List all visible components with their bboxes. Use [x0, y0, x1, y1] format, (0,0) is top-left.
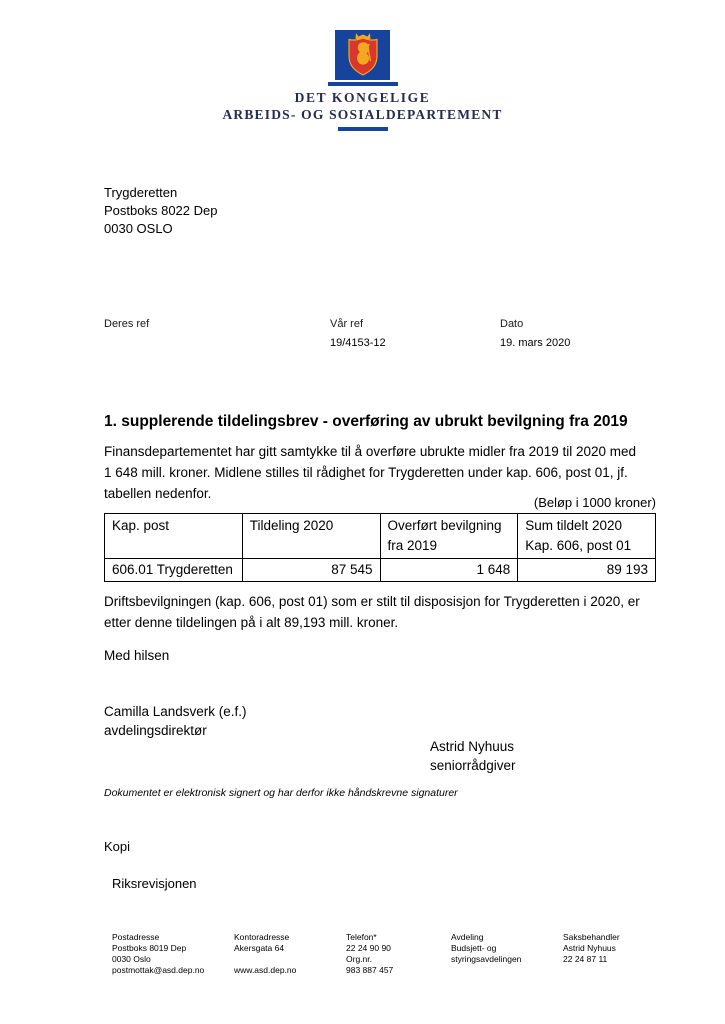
- col-header-kap-post: [105, 514, 243, 559]
- footer-line: Org.nr.: [346, 954, 372, 964]
- col-header-line: Kap. 606, post 01: [525, 538, 632, 553]
- footer-line: 0030 Oslo: [112, 954, 151, 964]
- footer-line: styringsavdelingen: [451, 954, 522, 964]
- logo-line2: ARBEIDS- OG SOSIALDEPARTEMENT: [222, 107, 503, 122]
- cell-sum: 89 193: [518, 559, 656, 582]
- amount-unit-note: (Beløp i 1000 kroner): [533, 495, 656, 510]
- deres-ref-label: Deres ref: [104, 318, 150, 330]
- signer-2: [430, 737, 516, 775]
- kopi-recipient: Riksrevisjonen: [112, 876, 197, 891]
- footer-col-postadresse: [112, 932, 204, 976]
- cell-kap-post: 606.01 Trygderetten: [105, 559, 243, 582]
- footer-line: [234, 954, 296, 965]
- paragraph-1-line1: Finansdepartementet har gitt samtykke til å overføre ubrukte midler fra 2019 til 2020 med: [104, 444, 637, 459]
- col-header-line: Overført bevilgning: [387, 518, 502, 533]
- kopi-label: Kopi: [104, 839, 131, 854]
- footer-col-saksbehandler: [563, 932, 620, 976]
- paragraph-2: [104, 591, 684, 633]
- footer-line: 22 24 87 11: [563, 954, 608, 964]
- recipient-name: Trygderetten: [104, 185, 178, 200]
- cell-overfort: 1 648: [380, 559, 518, 582]
- coat-of-arms-icon: [335, 30, 390, 80]
- footer-orgnr: 983 887 457: [346, 965, 394, 975]
- paragraph-1-line2: 1 648 mill. kroner. Midlene stilles til rådighet for Trygderetten under kap. 606, post 01, jf.: [104, 465, 628, 480]
- col-header-tildeling: [242, 514, 380, 559]
- logo-line1: DET KONGELIGE: [294, 90, 431, 105]
- norwegian-lion-crest: [343, 32, 383, 78]
- dato-label: Dato: [500, 318, 524, 330]
- dato-value: 19. mars 2020: [500, 337, 571, 349]
- var-ref-block: [330, 318, 386, 349]
- footer-line: Avdeling: [451, 932, 484, 942]
- signer-2-title: seniorrådgiver: [430, 758, 516, 773]
- footer-col-avdeling: [451, 932, 521, 976]
- allocation-table: [104, 513, 656, 582]
- signer-1: [104, 702, 247, 740]
- footer-line: Postadresse: [112, 932, 160, 942]
- footer-website: www.asd.dep.no: [234, 965, 297, 975]
- footer-col-telefon: [346, 932, 393, 976]
- recipient-street: Postboks 8022 Dep: [104, 203, 218, 218]
- paragraph-2-line1: Driftsbevilgningen (kap. 606, post 01) som er stilt til disposisjon for Trygderetten i 2020, er: [104, 594, 640, 609]
- footer-line: Akersgata 64: [234, 943, 285, 953]
- col-header-line: Tildeling 2020: [249, 518, 334, 533]
- paragraph-1-line3: tabellen nedenfor.: [104, 486, 212, 501]
- footer-line: Kontoradresse: [234, 932, 290, 942]
- footer-email: postmottak@asd.dep.no: [112, 965, 205, 975]
- recipient-address: [104, 184, 217, 238]
- col-header-line: fra 2019: [387, 538, 438, 553]
- deres-ref-block: [104, 318, 149, 337]
- signer-1-title: avdelingsdirektør: [104, 723, 207, 738]
- col-header-sum: [518, 514, 656, 559]
- footer-line: 22 24 90 90: [346, 943, 391, 953]
- col-header-overfort: [380, 514, 518, 559]
- cell-tildeling: 87 545: [242, 559, 380, 582]
- col-header-line: Sum tildelt 2020: [525, 518, 623, 533]
- dato-block: [500, 318, 570, 349]
- footer-line: Astrid Nyhuus: [563, 943, 616, 953]
- letter-title: 1. supplerende tildelingsbrev - overføring av ubrukt bevilgning fra 2019: [104, 413, 628, 430]
- var-ref-value: 19/4153-12: [330, 337, 386, 349]
- var-ref-label: Vår ref: [330, 318, 364, 330]
- recipient-city: 0030 OSLO: [104, 221, 173, 236]
- signer-1-name: Camilla Landsverk (e.f.): [104, 704, 247, 719]
- esignature-note: Dokumentet er elektronisk signert og har derfor ikke håndskrevne signaturer: [104, 787, 458, 799]
- closing-phrase: Med hilsen: [104, 648, 170, 663]
- table-header-row: [105, 514, 656, 559]
- logo-divider-bottom: [338, 127, 388, 131]
- col-header-line: Kap. post: [112, 518, 170, 533]
- footer-line: [451, 965, 521, 976]
- footer-line: Postboks 8019 Dep: [112, 943, 187, 953]
- footer-line: Budsjett- og: [451, 943, 497, 953]
- paragraph-2-line2: etter denne tildelingen på i alt 89,193 mill. kroner.: [104, 615, 399, 630]
- ministry-logo: [0, 30, 725, 131]
- footer-col-kontoradresse: [234, 932, 296, 976]
- table-row: [105, 559, 656, 582]
- footer-line: [563, 965, 620, 976]
- signer-2-name: Astrid Nyhuus: [430, 739, 515, 754]
- footer-line: Saksbehandler: [563, 932, 620, 942]
- logo-divider-top: [328, 82, 398, 86]
- footer-line: Telefon*: [346, 932, 377, 942]
